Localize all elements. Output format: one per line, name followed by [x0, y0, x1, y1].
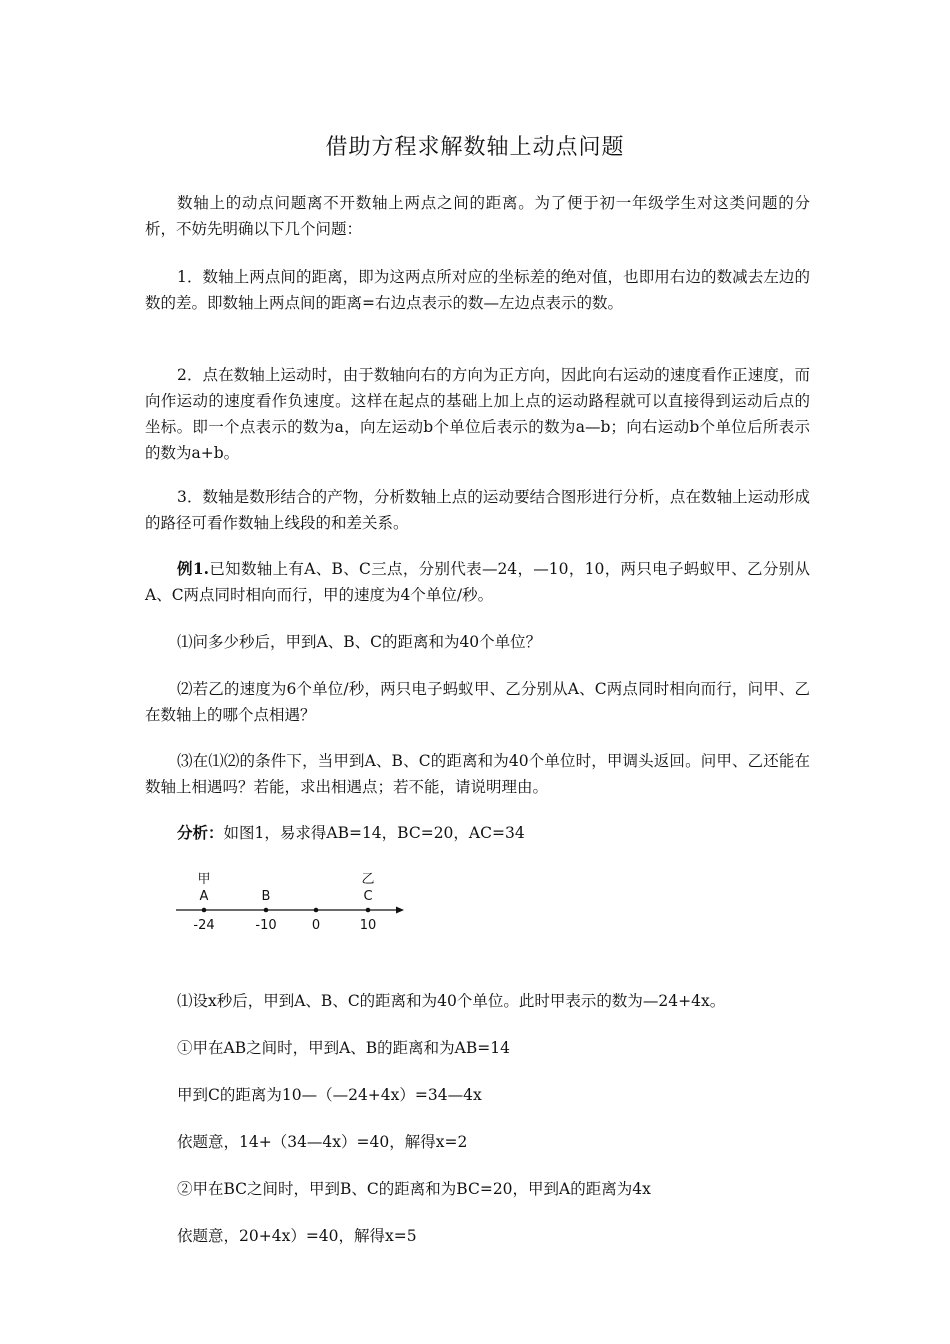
- origin-dot: [314, 908, 319, 913]
- point-b-name: B: [261, 889, 271, 904]
- example-text: 已知数轴上有A、B、C三点，分别代表—24，—10，10，两只电子蚂蚁甲、乙分别从A、C两点同时相向而行，甲的速度为4个单位/秒。: [145, 560, 810, 604]
- example-1-paragraph: [145, 556, 810, 608]
- ant-c-label: 乙: [361, 872, 375, 887]
- point-c-name: C: [363, 889, 373, 904]
- page-title: 借助方程求解数轴上动点问题: [325, 135, 625, 160]
- point-c-dot: [366, 908, 371, 913]
- analysis-text: 如图1，易求得AB=14，BC=20，AC=34: [223, 824, 525, 842]
- point-b-dot: [264, 908, 269, 913]
- example-label: 例1.: [177, 559, 209, 578]
- point-2-paragraph: 2．点在数轴上运动时，由于数轴向右的方向为正方向，因此向右运动的速度看作正速度，而向作运动的速度看作负速度。这样在起点的基础上加上点的运动路程就可以直接得到运动后点的坐标。即一个点表示的数为a，向左运动b个单位后表示的数为a—b；向右运动b个单位后所表示的数为a+b。: [145, 366, 810, 462]
- point-c-value: 10: [359, 918, 377, 933]
- point-a-dot: [202, 908, 207, 913]
- question-1: ⑴问多少秒后，甲到A、B、C的距离和为40个单位？: [177, 633, 542, 651]
- point-a-value: -24: [193, 918, 215, 933]
- solution-line-4: 依题意，14+（34—4x）=40，解得x=2: [177, 1133, 468, 1151]
- solution-line-2: ①甲在AB之间时，甲到A、B的距离和为AB=14: [177, 1039, 510, 1057]
- analysis-line: [177, 820, 525, 846]
- axis-arrow-icon: [396, 907, 404, 914]
- point-b-value: -10: [255, 918, 277, 933]
- solution-line-1: ⑴设x秒后，甲到A、B、C的距离和为40个单位。此时甲表示的数为—24+4x。: [177, 992, 726, 1010]
- analysis-label: 分析：: [177, 823, 224, 842]
- point-1-paragraph: 1．数轴上两点间的距离，即为这两点所对应的坐标差的绝对值，也即用右边的数减去左边的数的差。即数轴上两点间的距离=右边点表示的数—左边点表示的数。: [145, 268, 810, 312]
- intro-paragraph: 数轴上的动点问题离不开数轴上两点之间的距离。为了便于初一年级学生对这类问题的分析，不妨先明确以下几个问题：: [145, 194, 810, 238]
- point-3-paragraph: 3．数轴是数形结合的产物，分析数轴上点的运动要结合图形进行分析，点在数轴上运动形成的路径可看作数轴上线段的和差关系。: [145, 488, 810, 532]
- origin-value: 0: [311, 918, 321, 933]
- solution-line-5: ②甲在BC之间时，甲到B、C的距离和为BC=20，甲到A的距离为4x: [177, 1180, 651, 1198]
- solution-line-6: 依题意，20+4x）=40，解得x=5: [177, 1227, 417, 1245]
- ant-a-label: 甲: [197, 872, 211, 887]
- number-line-figure: [170, 866, 410, 936]
- point-a-name: A: [199, 889, 209, 904]
- solution-line-3: 甲到C的距离为10—（—24+4x）=34—4x: [177, 1086, 482, 1104]
- question-3: ⑶在⑴⑵的条件下，当甲到A、B、C的距离和为40个单位时，甲调头返回。问甲、乙还能在数轴上相遇吗？若能，求出相遇点；若不能，请说明理由。: [145, 752, 810, 796]
- question-2: ⑵若乙的速度为6个单位/秒，两只电子蚂蚁甲、乙分别从A、C两点同时相向而行，问甲、乙在数轴上的哪个点相遇？: [145, 680, 810, 724]
